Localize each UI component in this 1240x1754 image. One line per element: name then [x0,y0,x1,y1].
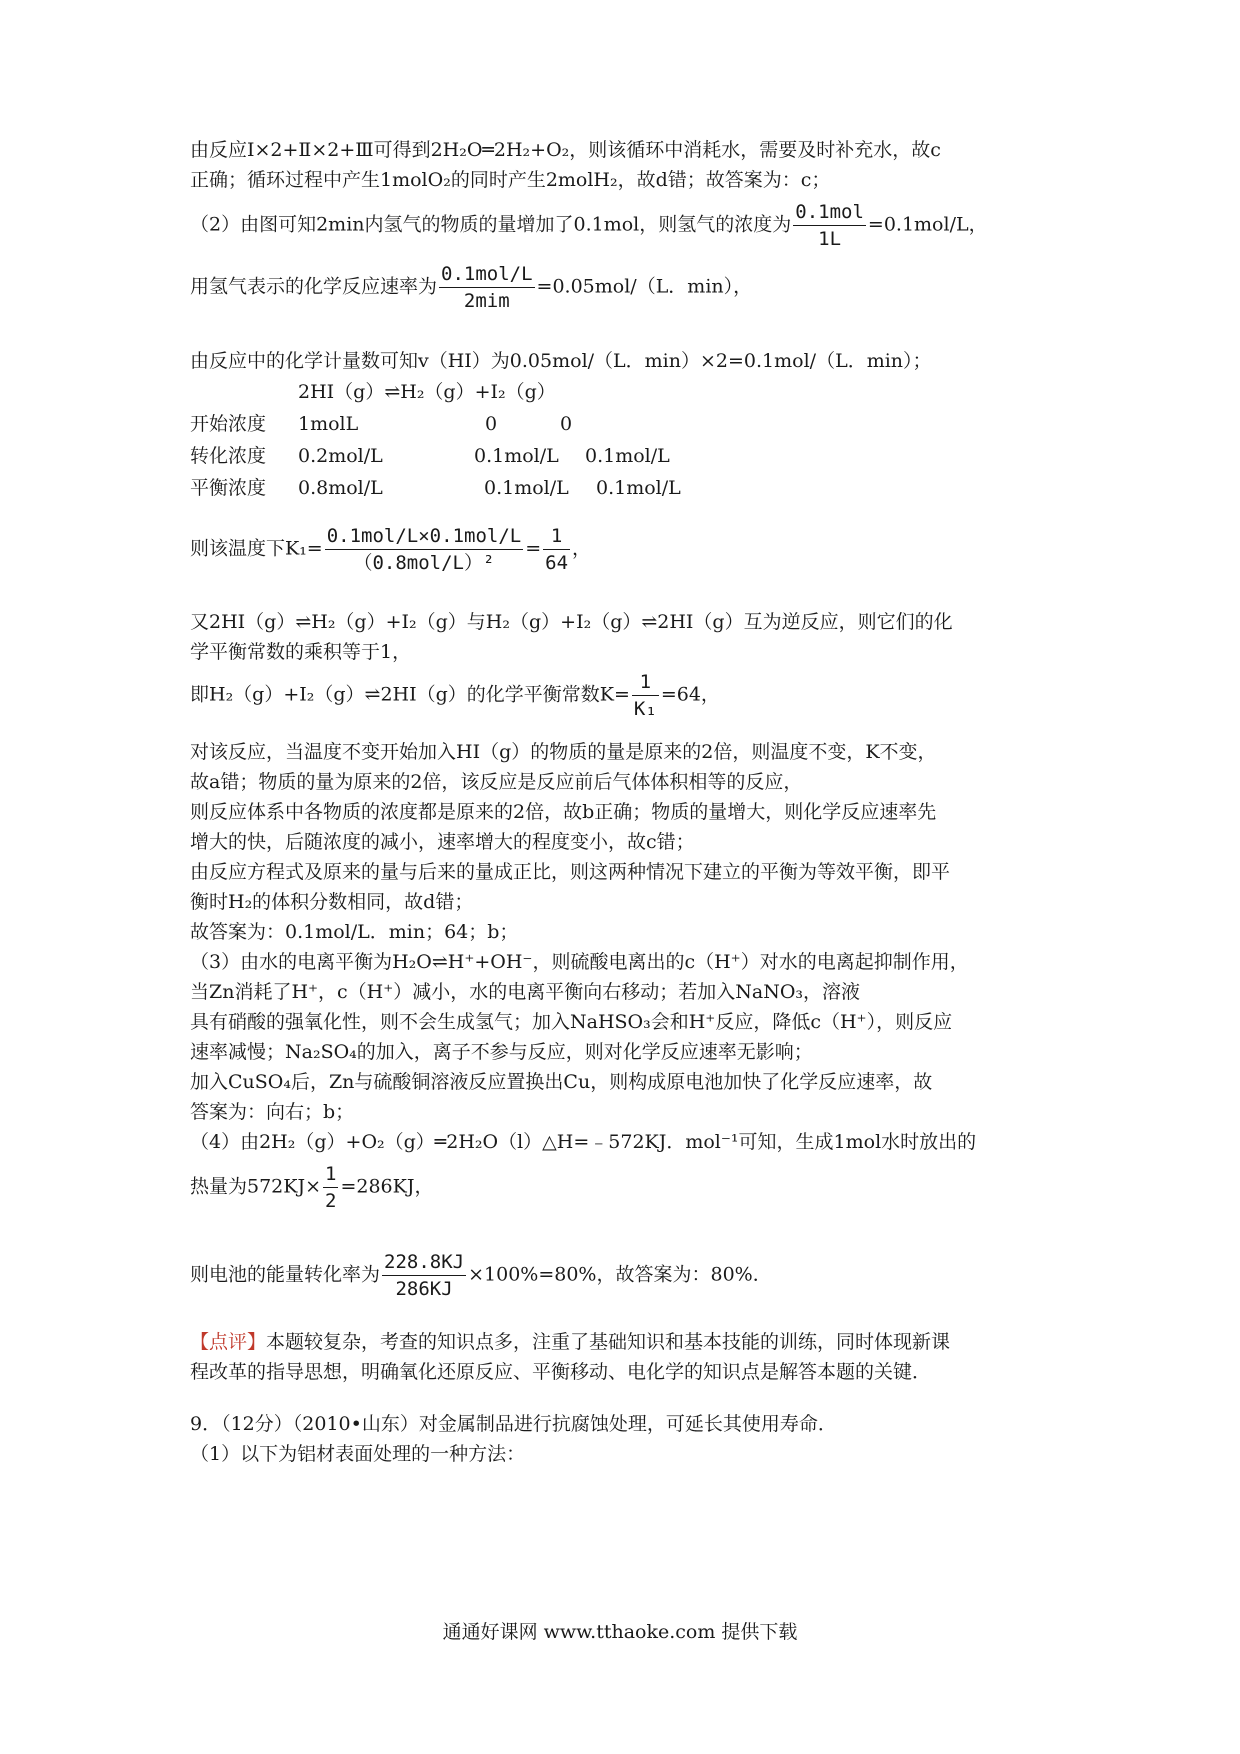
text-line: 程改革的指导思想，明确氧化还原反应、平衡移动、电化学的知识点是解答本题的关键． [190,1361,932,1383]
table-cell: 1molL [298,413,359,435]
fraction-denominator: K₁ [633,698,657,720]
table-cell: 0.8mol/L [298,477,383,499]
text-segment: 用氢气表示的化学反应速率为 [190,275,438,298]
text-segment: =0.05mol/（L．min）， [536,275,753,298]
page-footer: 通通好课网 www.tthaoke.com 提供下载 [442,1621,798,1643]
text-line: 具有硝酸的强氧化性，则不会生成氢气；加入NaHSO₃会和H⁺反应，降低c（H⁺），则反应 [190,1011,953,1033]
text-segment: 则该温度下K₁= [190,537,323,560]
question-title: 9．（12分）（2010•山东）对金属制品进行抗腐蚀处理，可延长其使用寿命． [190,1413,837,1435]
formula-line [190,200,988,251]
text-segment: ×100%=80%，故答案为：80%． [468,1263,772,1286]
text-segment: =286KJ， [340,1175,434,1198]
row-label: 平衡浓度 [190,477,267,499]
text-line: 故a错；物质的量为原来的2倍，该反应是反应前后气体体积相等的反应， [190,771,803,793]
text-line: 增大的快，后随浓度的减小，速率增大的程度变小，故c错； [190,831,695,853]
formula-line [190,1250,772,1301]
formula-line [190,524,591,575]
fraction-numerator: 1 [543,524,570,550]
row-label: 转化浓度 [190,445,267,467]
comment-line [190,1330,950,1354]
text-line: 由反应方程式及原来的量与后来的量成正比，则这两种情况下建立的平衡为等效平衡，即平 [190,861,951,883]
fraction [439,262,535,313]
text-line: 答案为：向右；b； [190,1101,355,1123]
table-cell: 0.1mol/L [484,477,569,499]
text-segment: 热量为572KJ× [190,1175,321,1198]
text-line: 则反应体系中各物质的浓度都是原来的2倍，故b正确；物质的量增大，则化学反应速率先 [190,801,937,823]
text-line: （3）由水的电离平衡为H₂O⇌H⁺+OH⁻，则硫酸电离出的c（H⁺）对水的电离起抑制作用， [190,951,969,973]
text-line: 速率减慢；Na₂SO₄的加入，离子不参与反应，则对化学反应速率无影响； [190,1041,813,1063]
table-cell: 0 [485,413,498,435]
fraction-denominator: 2 [325,1190,337,1212]
table-cell: 0.1mol/L [474,445,559,467]
fraction-denominator: 286KJ [395,1278,453,1300]
text-line: 正确；循环过程中产生1molO₂的同时产生2molH₂，故d错；故答案为：c； [190,169,831,191]
fraction-numerator: 0.1mol/L [439,262,535,288]
text-line: 加入CuSO₄后，Zn与硫酸铜溶液反应置换出Cu，则构成原电池加快了化学反应速率，故 [190,1071,933,1093]
fraction-denominator: （0.8mol/L）² [353,552,495,574]
text-segment: 本题较复杂，考查的知识点多，注重了基础知识和基本技能的训练，同时体现新课 [266,1331,951,1353]
text-line: 由反应中的化学计量数可知v（HI）为0.05mol/（L．min）×2=0.1mol/（L．min）； [190,350,932,372]
table-cell: 0.1mol/L [585,445,670,467]
fraction [793,200,866,251]
fraction-denominator: 2mim [463,290,510,312]
formula-line [190,670,720,721]
table-cell: 0 [560,413,573,435]
fraction [382,1250,466,1301]
text-segment: ， [572,537,592,560]
fraction-numerator: 1 [632,670,659,696]
fraction-numerator: 0.1mol/L×0.1mol/L [325,524,523,550]
fraction-denominator: 64 [545,552,569,574]
fraction [323,1162,338,1213]
text-segment: （2）由图可知2min内氢气的物质的量增加了0.1mol，则氢气的浓度为 [190,213,792,236]
fraction [325,524,523,575]
equation-header: 2HI（g）⇌H₂（g）+I₂（g） [298,381,556,403]
text-line: （4）由2H₂（g）+O₂（g）═2H₂O（l）△H=﹣572KJ．mol⁻¹可知，生成1mol水时放出的 [190,1131,977,1153]
formula-line [190,1162,433,1213]
text-line: 由反应Ⅰ×2+Ⅱ×2+Ⅲ可得到2H₂O═2H₂+O₂，则该循环中消耗水，需要及时补充水，故c [190,139,941,161]
fraction-numerator: 228.8KJ [382,1250,466,1276]
text-segment: 则电池的能量转化率为 [190,1263,381,1286]
text-line: 学平衡常数的乘积等于1， [190,641,412,663]
text-segment: 即H₂（g）+I₂（g）⇌2HI（g）的化学平衡常数K= [190,683,630,706]
fraction [632,670,659,721]
formula-line [190,262,752,313]
text-line: 衡时H₂的体积分数相同，故d错； [190,891,474,913]
text-line: 对该反应，当温度不变开始加入HI（g）的物质的量是原来的2倍，则温度不变，K不变， [190,741,937,763]
text-segment: =0.1mol/L， [867,213,988,236]
fraction-numerator: 0.1mol [793,200,866,226]
row-label: 开始浓度 [190,413,267,435]
text-line: 当Zn消耗了H⁺，c（H⁺）减小，水的电离平衡向右移动；若加入NaNO₃，溶液 [190,981,861,1003]
table-cell: 0.2mol/L [298,445,383,467]
text-segment: = [525,537,542,560]
text-line: 故答案为：0.1mol/L．min；64；b； [190,921,519,943]
table-cell: 0.1mol/L [596,477,681,499]
text-line: 又2HI（g）⇌H₂（g）+I₂（g）与H₂（g）+I₂（g）⇌2HI（g）互为逆反应，则它们的化 [190,611,953,633]
text-segment: =64， [660,683,720,706]
fraction [543,524,570,575]
comment-label: 【点评】 [190,1331,267,1353]
text-line: （1）以下为铝材表面处理的一种方法： [190,1443,526,1465]
fraction-numerator: 1 [323,1162,338,1188]
fraction-denominator: 1L [818,228,842,250]
